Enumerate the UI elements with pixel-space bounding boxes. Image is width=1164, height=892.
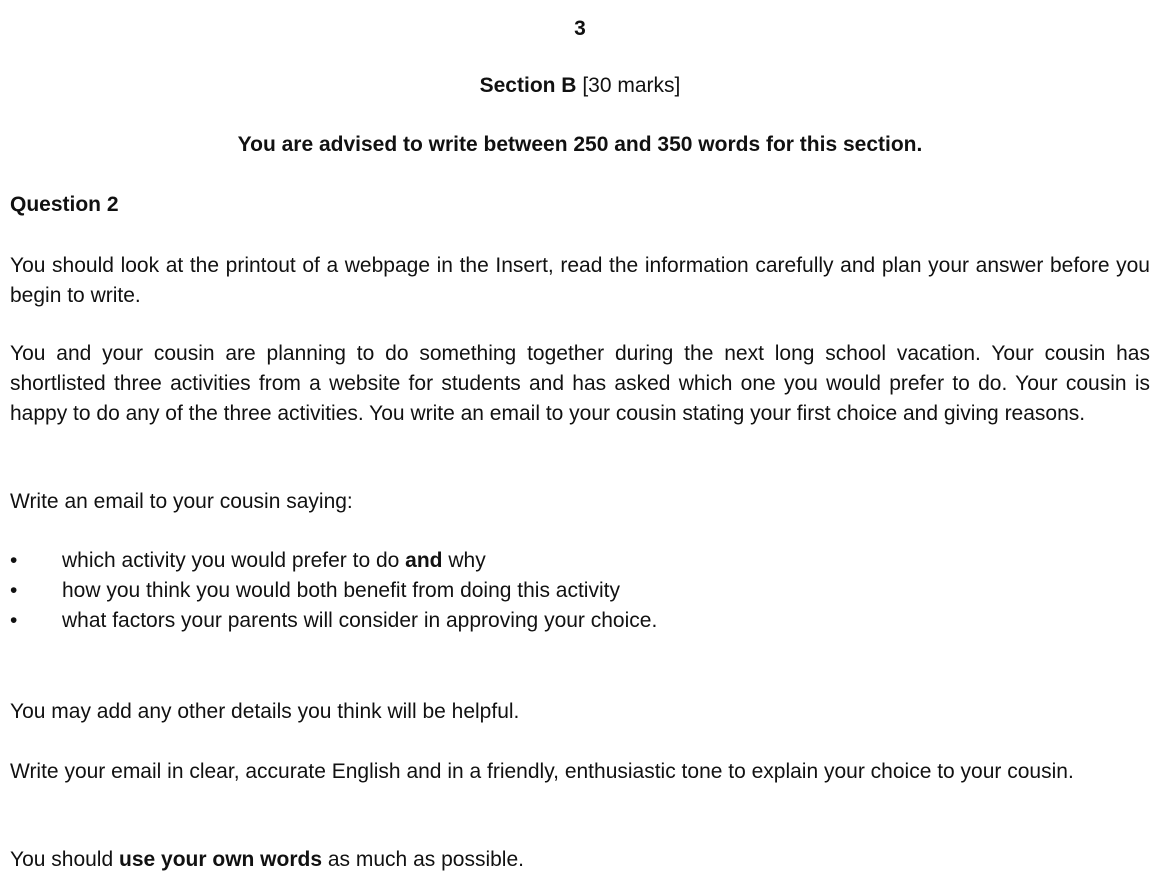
- page-number: 3: [574, 17, 586, 40]
- own-words-bold: use your own words: [119, 848, 323, 871]
- section-title: Section B: [479, 74, 577, 97]
- bullet-text-bold: and: [405, 549, 443, 572]
- own-words-end: as much as possible.: [322, 848, 524, 871]
- email-task-intro: Write an email to your cousin saying:: [10, 490, 353, 513]
- bullet-text-start: which activity you would prefer to do: [62, 549, 406, 572]
- task-bullet: [10, 576, 1150, 606]
- extra-details-note: You may add any other details you think will be helpful.: [10, 700, 520, 723]
- question-instructions: You should look at the printout of a webpage in the Insert, read the information carefully and plan your answer before you begin to write.: [10, 254, 1150, 307]
- task-bullet: [10, 606, 1150, 636]
- own-words-instruction: [10, 845, 1150, 875]
- tone-instruction: Write your email in clear, accurate English and in a friendly, enthusiastic tone to explain your choice to your cousin.: [10, 760, 1074, 783]
- section-heading: [10, 71, 1150, 101]
- bullet-icon: •: [10, 549, 18, 572]
- bullet-text-end: why: [442, 549, 486, 572]
- bullet-text: how you think you would both benefit from doing this activity: [62, 579, 620, 602]
- bullet-text: what factors your parents will consider in approving your choice.: [62, 609, 658, 632]
- question-title: Question 2: [10, 193, 119, 216]
- task-bullet: [10, 546, 1150, 576]
- word-count-advice: You are advised to write between 250 and 350 words for this section.: [237, 133, 923, 156]
- bullet-icon: •: [10, 579, 18, 602]
- section-marks: [30 marks]: [582, 74, 681, 97]
- own-words-start: You should: [10, 848, 119, 871]
- bullet-icon: •: [10, 609, 18, 632]
- question-scenario: You and your cousin are planning to do something together during the next long school vacation. Your cousin has shortlisted three activities from a website for students and has asked which one you would prefer to do. Your cousin is happy to do any of the three activities. You write an email to your cousin stating your first choice and giving reasons.: [10, 342, 1150, 425]
- task-bullet-list: [10, 546, 1150, 636]
